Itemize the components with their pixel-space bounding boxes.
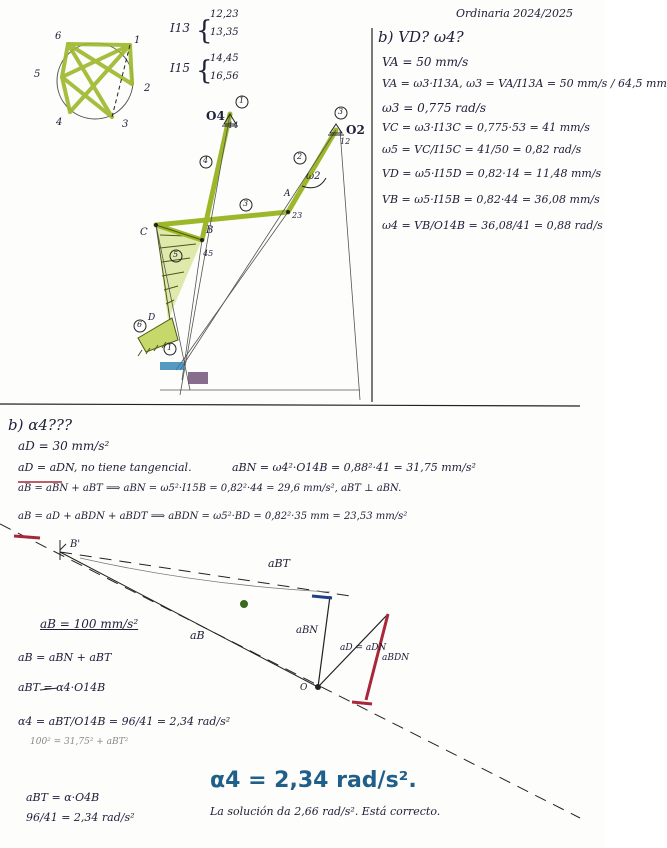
polygon-label-4: 4 bbox=[56, 117, 63, 128]
label-n1-ground: 1 bbox=[167, 343, 173, 352]
part-b2-title: b) α4??? bbox=[8, 416, 73, 434]
label-n1: 1 bbox=[239, 96, 245, 105]
label-b-prime: B' bbox=[70, 539, 81, 550]
acc-line-4: aB = aBN + aBT ⟹ aBN = ω5²·I15B = 0,82²·44 = 29,6 mm/s², aBT ⊥ aBN. bbox=[18, 483, 402, 494]
polygon-label-1: 1 bbox=[134, 35, 141, 46]
label-n3: 3 bbox=[338, 107, 344, 116]
calc-line-1: aB = 100 mm/s² bbox=[40, 617, 139, 631]
i13-label: I13 bbox=[170, 21, 191, 35]
label-n3-link: 3 bbox=[243, 199, 249, 208]
vel-line-5: ω5 = VC/I15C = 41/50 = 0,82 rad/s bbox=[382, 143, 582, 156]
vel-line-4: VC = ω3·I13C = 0,775·53 = 41 mm/s bbox=[382, 121, 590, 134]
calc-line-7: 96/41 = 2,34 rad/s² bbox=[26, 811, 135, 824]
label-point-b: B bbox=[206, 225, 214, 236]
i15-value-1: 14,45 bbox=[210, 53, 239, 64]
vel-line-7: VB = ω5·I15B = 0,82·44 = 36,08 mm/s bbox=[382, 193, 600, 206]
calc-line-4: α4 = aBT/O14B = 96/41 = 2,34 rad/s² bbox=[18, 715, 231, 728]
vel-line-6: VD = ω5·I15D = 0,82·14 = 11,48 mm/s bbox=[382, 167, 602, 180]
polygon-label-5: 5 bbox=[34, 69, 41, 80]
i13-value-1: 12,23 bbox=[210, 9, 239, 20]
calc-line-3: aBT = α4·O14B bbox=[18, 681, 106, 694]
label-p12: 12 bbox=[340, 137, 351, 146]
acc-line-5: aB = aD + aBDN + aBDT ⟹ aBDN = ω5²·BD = 0,82²·35 mm = 23,53 mm/s² bbox=[18, 511, 408, 522]
acc-line-2: aD = aDN, no tiene tangencial. bbox=[18, 461, 192, 474]
label-abdn: aBDN bbox=[382, 653, 410, 663]
label-o4: O4 bbox=[206, 109, 225, 123]
label-n2: 2 bbox=[297, 152, 303, 161]
polygon-label-3: 3 bbox=[122, 119, 129, 130]
polygon-label-6: 6 bbox=[55, 31, 62, 42]
label-n4: 4 bbox=[203, 156, 209, 165]
label-point-c: C bbox=[140, 227, 148, 238]
calc-line-2: aB = aBN + aBT bbox=[18, 651, 112, 664]
label-p14: 14 bbox=[228, 121, 239, 130]
label-p23: 23 bbox=[292, 211, 303, 220]
label-p45: 45 bbox=[203, 249, 214, 258]
label-abt: aBT bbox=[268, 557, 290, 570]
exam-title: Ordinaria 2024/2025 bbox=[456, 7, 574, 20]
vel-line-2: VA = ω3·I13A, ω3 = VA/I13A = 50 mm/s / 64,5 mm bbox=[382, 77, 667, 90]
label-n5: 5 bbox=[173, 250, 179, 259]
i15-label: I15 bbox=[170, 61, 191, 75]
i15-brace: { bbox=[196, 56, 213, 86]
final-answer: α4 = 2,34 rad/s². bbox=[210, 768, 417, 793]
label-ad: aD = aDN bbox=[340, 643, 387, 653]
mechanism bbox=[134, 96, 360, 400]
calc-line-5: 100² = 31,75² + aBT² bbox=[30, 737, 129, 747]
label-ab-vector: aB bbox=[190, 629, 205, 642]
label-origin: O bbox=[300, 683, 308, 693]
vel-line-3: ω3 = 0,775 rad/s bbox=[382, 101, 487, 115]
polygon-label-2: 2 bbox=[144, 83, 151, 94]
horizontal-divider bbox=[0, 404, 580, 406]
calc-line-6: aBT = α·O4B bbox=[26, 791, 100, 804]
label-point-a: A bbox=[284, 189, 291, 199]
instant-centre-polygon bbox=[57, 43, 133, 119]
label-abn: aBN bbox=[296, 625, 319, 636]
vel-line-8: ω4 = VB/O14B = 36,08/41 = 0,88 rad/s bbox=[382, 219, 603, 232]
label-o2: O2 bbox=[346, 123, 365, 137]
solution-note: La solución da 2,66 rad/s². Está correcto. bbox=[210, 805, 441, 818]
label-n6: 6 bbox=[137, 320, 143, 329]
vel-line-1: VA = 50 mm/s bbox=[382, 55, 469, 69]
label-w2: ω2 bbox=[306, 171, 321, 182]
i13-brace: { bbox=[196, 16, 213, 46]
acc-line-1: aD = 30 mm/s² bbox=[18, 439, 110, 453]
part-b1-title: b) VD? ω4? bbox=[378, 28, 464, 46]
acc-line-3: aBN = ω4²·O14B = 0,88²·41 = 31,75 mm/s² bbox=[232, 461, 476, 474]
i13-value-2: 13,35 bbox=[210, 27, 239, 38]
i15-value-2: 16,56 bbox=[210, 71, 239, 82]
label-point-d: D bbox=[148, 313, 156, 323]
